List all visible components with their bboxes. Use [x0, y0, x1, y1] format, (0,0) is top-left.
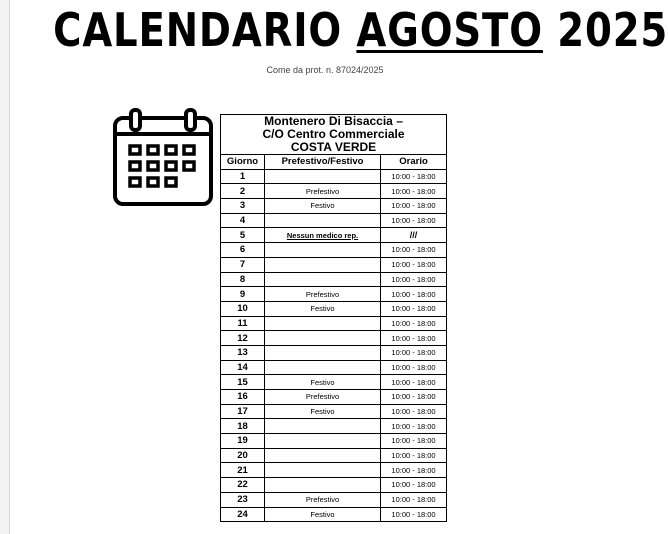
hours-cell: ///: [381, 228, 447, 243]
type-cell: Prefestivo: [265, 492, 381, 507]
hours-cell: 10:00 - 18:00: [381, 492, 447, 507]
day-cell: 6: [221, 243, 265, 258]
type-cell: Festivo: [265, 199, 381, 214]
type-cell: Prefestivo: [265, 184, 381, 199]
calendar-icon: [112, 108, 214, 210]
table-row: [221, 404, 447, 419]
hours-cell: 10:00 - 18:00: [381, 331, 447, 346]
table-row: [221, 228, 447, 243]
day-cell: 24: [221, 507, 265, 522]
hours-cell: 10:00 - 18:00: [381, 507, 447, 522]
type-cell: [265, 316, 381, 331]
day-cell: 7: [221, 257, 265, 272]
type-cell: [265, 331, 381, 346]
hours-cell: 10:00 - 18:00: [381, 390, 447, 405]
hours-cell: 10:00 - 18:00: [381, 345, 447, 360]
type-cell: Festivo: [265, 301, 381, 316]
venue-header-row: [221, 115, 447, 155]
type-cell: [265, 419, 381, 434]
type-cell: [265, 257, 381, 272]
hours-cell: 10:00 - 18:00: [381, 287, 447, 302]
day-cell: 14: [221, 360, 265, 375]
table-row: [221, 169, 447, 184]
hours-cell: 10:00 - 18:00: [381, 360, 447, 375]
day-cell: 4: [221, 213, 265, 228]
hours-cell: 10:00 - 18:00: [381, 448, 447, 463]
day-cell: 12: [221, 331, 265, 346]
day-cell: 23: [221, 492, 265, 507]
hours-cell: 10:00 - 18:00: [381, 478, 447, 493]
type-cell: Festivo: [265, 375, 381, 390]
day-cell: 1: [221, 169, 265, 184]
hours-cell: 10:00 - 18:00: [381, 301, 447, 316]
type-cell: Nessun medico rep.: [265, 228, 381, 243]
table-row: [221, 345, 447, 360]
table-row: [221, 243, 447, 258]
table-row: [221, 331, 447, 346]
hours-cell: 10:00 - 18:00: [381, 257, 447, 272]
type-cell: [265, 169, 381, 184]
day-cell: 15: [221, 375, 265, 390]
day-cell: 17: [221, 404, 265, 419]
protocol-subtitle: Come da prot. n. 87024/2025: [266, 65, 384, 75]
day-cell: 16: [221, 390, 265, 405]
document-left-margin: [0, 0, 10, 534]
type-cell: [265, 434, 381, 449]
table-row: [221, 390, 447, 405]
day-cell: 11: [221, 316, 265, 331]
hours-cell: 10:00 - 18:00: [381, 375, 447, 390]
hours-cell: 10:00 - 18:00: [381, 434, 447, 449]
type-cell: Festivo: [265, 404, 381, 419]
day-cell: 9: [221, 287, 265, 302]
day-cell: 2: [221, 184, 265, 199]
table-row: [221, 272, 447, 287]
hours-cell: 10:00 - 18:00: [381, 184, 447, 199]
venue-line-3: COSTA VERDE: [290, 140, 377, 154]
column-header-type: Prefestivo/Festivo: [265, 155, 381, 170]
hours-cell: 10:00 - 18:00: [381, 169, 447, 184]
column-header-row: [221, 155, 447, 170]
hours-cell: 10:00 - 18:00: [381, 404, 447, 419]
day-cell: 22: [221, 478, 265, 493]
table-row: [221, 213, 447, 228]
type-cell: [265, 478, 381, 493]
type-cell: Festivo: [265, 507, 381, 522]
hours-cell: 10:00 - 18:00: [381, 243, 447, 258]
type-cell: [265, 213, 381, 228]
table-row: [221, 507, 447, 522]
table-row: [221, 448, 447, 463]
table-row: [221, 478, 447, 493]
hours-cell: 10:00 - 18:00: [381, 199, 447, 214]
type-cell: Prefestivo: [265, 390, 381, 405]
hours-cell: 10:00 - 18:00: [381, 316, 447, 331]
type-cell: [265, 360, 381, 375]
day-cell: 13: [221, 345, 265, 360]
day-cell: 19: [221, 434, 265, 449]
table-row: [221, 184, 447, 199]
hours-cell: 10:00 - 18:00: [381, 272, 447, 287]
schedule-body: [221, 169, 447, 522]
hours-cell: 10:00 - 18:00: [381, 213, 447, 228]
table-row: [221, 492, 447, 507]
table-row: [221, 257, 447, 272]
table-row: [221, 375, 447, 390]
venue-line-1: Montenero Di Bisaccia –: [264, 114, 403, 128]
page-title: [53, 0, 668, 60]
table-row: [221, 463, 447, 478]
table-row: [221, 360, 447, 375]
day-cell: 20: [221, 448, 265, 463]
title-year: 2025: [557, 3, 668, 57]
table-row: [221, 434, 447, 449]
table-row: [221, 419, 447, 434]
day-cell: 5: [221, 228, 265, 243]
column-header-hours: Orario: [381, 155, 447, 170]
table-row: [221, 316, 447, 331]
type-cell: [265, 272, 381, 287]
day-cell: 18: [221, 419, 265, 434]
table-row: [221, 301, 447, 316]
column-header-day: Giorno: [221, 155, 265, 170]
day-cell: 8: [221, 272, 265, 287]
title-month: AGOSTO: [356, 3, 543, 57]
venue-line-2: C/O Centro Commerciale: [262, 127, 405, 141]
table-row: [221, 199, 447, 214]
venue-header: [221, 115, 447, 155]
day-cell: 10: [221, 301, 265, 316]
hours-cell: 10:00 - 18:00: [381, 419, 447, 434]
type-cell: [265, 243, 381, 258]
day-cell: 21: [221, 463, 265, 478]
type-cell: [265, 463, 381, 478]
type-cell: Prefestivo: [265, 287, 381, 302]
schedule-table: [220, 114, 447, 522]
title-prefix: CALENDARIO: [53, 3, 343, 57]
hours-cell: 10:00 - 18:00: [381, 463, 447, 478]
day-cell: 3: [221, 199, 265, 214]
table-row: [221, 287, 447, 302]
type-cell: [265, 345, 381, 360]
type-cell: [265, 448, 381, 463]
